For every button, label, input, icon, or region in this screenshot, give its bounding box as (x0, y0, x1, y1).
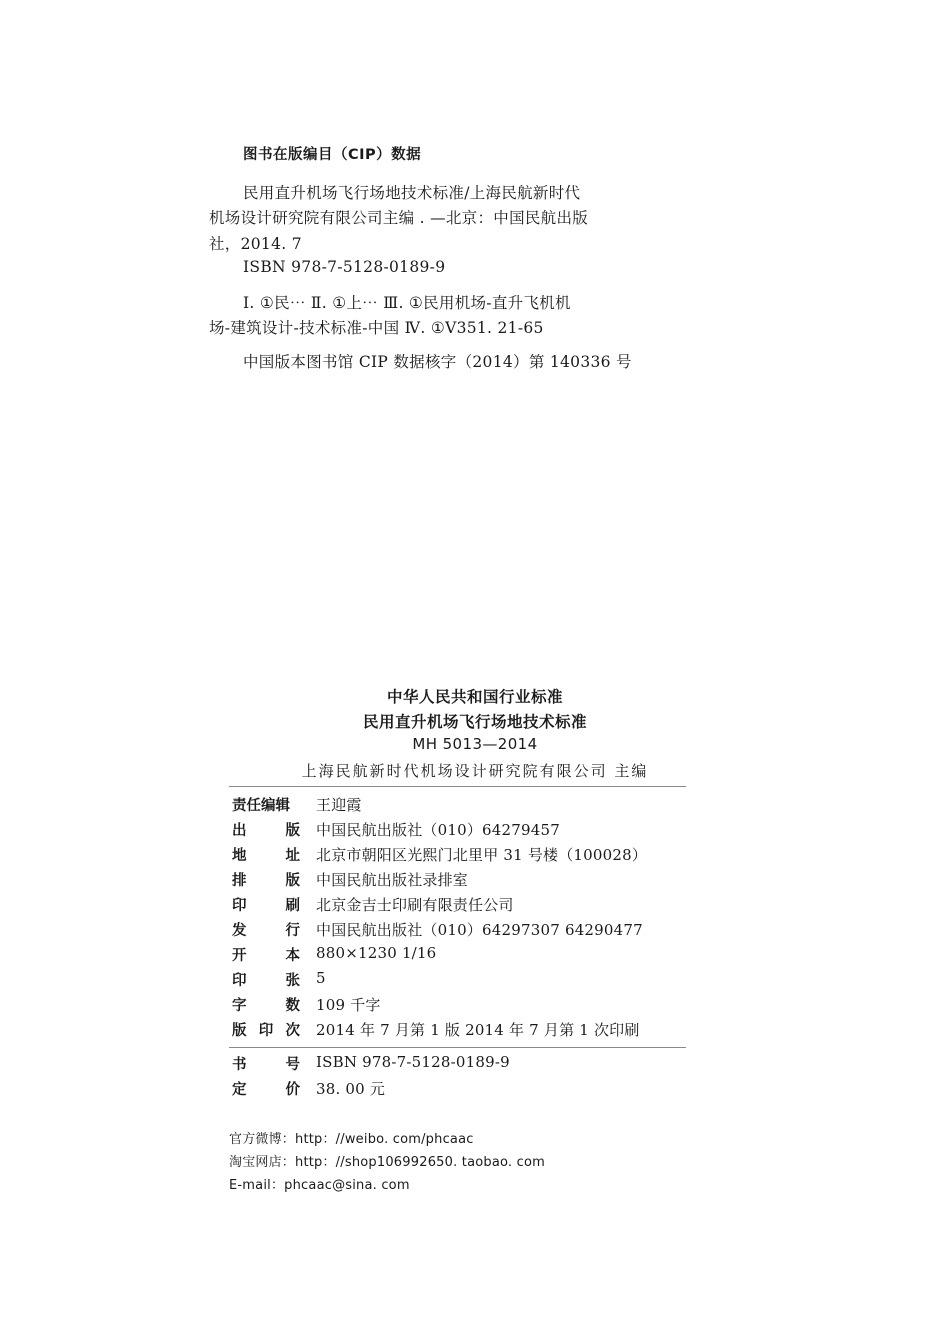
cip-title-line-1: 民用直升机场飞行场地技术标准/上海民航新时代 (243, 184, 581, 202)
contact-email[interactable]: E-mail：phcaac@sina. com (229, 1178, 410, 1193)
info-label: 地 址 (232, 848, 300, 864)
standard-code: MH 5013—2014 (412, 735, 538, 753)
cip-heading: 图书在版编目（CIP）数据 (243, 147, 422, 163)
info-label: 版 印 次 (232, 1023, 300, 1039)
info-value: 中国民航出版社录排室 (316, 871, 469, 889)
info-label: 开 本 (232, 948, 300, 964)
contact-taobao[interactable]: 淘宝网店：http：//shop106992650. taobao. com (229, 1155, 545, 1170)
cip-record-number: 中国版本图书馆 CIP 数据核字（2014）第 140336 号 (243, 353, 632, 371)
contact-weibo[interactable]: 官方微博：http：//weibo. com/phcaac (229, 1132, 474, 1147)
info-value: 5 (316, 969, 326, 987)
info-value: 38. 00 元 (316, 1080, 386, 1098)
info-value: 北京市朝阳区光熙门北里甲 31 号楼（100028） (316, 846, 648, 864)
info-label: 定 价 (232, 1082, 300, 1098)
info-value: ISBN 978-7-5128-0189-9 (316, 1053, 510, 1071)
standard-series: 中华人民共和国行业标准 (386, 688, 563, 706)
cip-subject-line-1: Ⅰ. ①民⋯ Ⅱ. ①上⋯ Ⅲ. ①民用机场-直升飞机机 (243, 294, 571, 312)
divider-top (229, 786, 686, 787)
info-label: 字 数 (232, 998, 300, 1014)
info-value: 王迎霞 (316, 796, 362, 814)
cip-title-line-2: 机场设计研究院有限公司主编 . —北京：中国民航出版 (209, 209, 589, 227)
info-label: 排 版 (232, 873, 300, 889)
cip-subject-line-2: 场-建筑设计-技术标准-中国 Ⅳ. ①V351. 21-65 (209, 319, 544, 337)
cip-title-line-3: 社，2014. 7 (209, 235, 302, 253)
cip-isbn: ISBN 978-7-5128-0189-9 (243, 258, 446, 276)
info-value: 880×1230 1/16 (316, 944, 437, 962)
info-label: 印 刷 (232, 898, 300, 914)
info-label: 印 张 (232, 973, 300, 989)
info-value: 中国民航出版社（010）64297307 64290477 (316, 921, 643, 939)
info-label: 出 版 (232, 823, 300, 839)
info-label: 责任编辑 (232, 798, 290, 814)
info-value: 北京金吉士印刷有限责任公司 (316, 896, 514, 914)
divider-bottom (229, 1047, 686, 1048)
info-value: 中国民航出版社（010）64279457 (316, 821, 560, 839)
info-value: 2014 年 7 月第 1 版 2014 年 7 月第 1 次印刷 (316, 1021, 640, 1039)
standard-title: 民用直升机场飞行场地技术标准 (362, 713, 587, 731)
info-label: 书 号 (232, 1057, 300, 1073)
info-value: 109 千字 (316, 996, 381, 1014)
chief-editor: 上海民航新时代机场设计研究院有限公司 主编 (301, 762, 649, 780)
info-label: 发 行 (232, 923, 300, 939)
